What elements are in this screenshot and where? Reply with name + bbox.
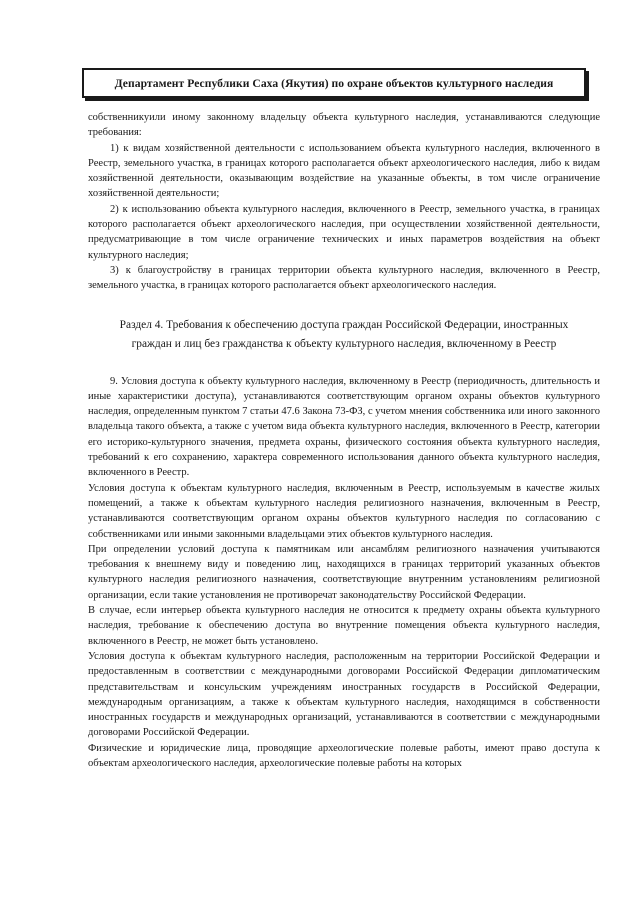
document-header [82,68,586,98]
header-title: Департамент Республики Саха (Якутия) по охране объектов культурного наследия [114,76,554,90]
paragraph: Физические и юридические лица, проводящие археологические полевые работы, имеют право доступа к объектам археологического наследия, археологические полевые работы на которых [88,742,600,769]
paragraph: Условия доступа к объектам культурного наследия, расположенным на территории Российской Федерации и предоставленным в соответствии с международными договорами Российской Федерации дипломатическим представительствам и консульским учреждениям иностранных государств в Российской Федерации, международным организациям, а также к объектам культурного наследия, находящимся в собственности иностранных государств и международных организаций, устанавливаются в соответствии с международными договорами Российской Федерации. [88,650,600,739]
paragraph: В случае, если интерьер объекта культурного наследия не относится к предмету охраны объекта культурного наследия, требование к обеспечению доступа во внутренние помещения объекта культурного наследия, включенного в Реестр, не может быть установлено. [88,605,600,647]
paragraph: собственникуили иному законному владельцу объекта культурного наследия, устанавливаются следующие требования: [88,112,600,139]
paragraph: Условия доступа к объектам культурного наследия, включенным в Реестр, используемым в качестве жилых помещений, а также к объектам культурного наследия религиозного назначения, включенным в Реестр, устанавливаются соответствующим органом охраны объектов культурного наследия по согласованию с собственниками или иными законными владельцами этих объектов культурного наследия. [88,482,600,540]
paragraph-9: 9. Условия доступа к объекту культурного наследия, включенному в Реестр (периодичность, длительность и иные характеристики доступа), устанавливаются соответствующим органом охраны объектов культурного наследия, определенным пунктом 7 статьи 47.6 Закона 73-ФЗ, с учетом мнения собственника или иного законного владельца такого объекта, а также с учетом вида объекта культурного наследия, включенного в Реестр, категории его историко-культурного значения, предмета охраны, физического состояния объекта культурного наследия, требований к его сохранению, характера современного использования данного объекта культурного наследия, включенного в Реестр. [88,375,600,479]
section-title: Раздел 4. Требования к обеспечению доступа граждан Российской Федерации, иностранных граждан и лиц без гражданства к объекту культурного наследия, включенному в Реестр [119,318,569,350]
paragraph: При определении условий доступа к памятникам или ансамблям религиозного назначения учитываются требования к внешнему виду и поведению лиц, находящихся в границах территорий указанных объектов культурного наследия религиозного назначения, соответствующие внутренним установлениям религиозной организации, если такие установления не противоречат законодательству Российской Федерации. [88,543,600,601]
list-item-3: 3) к благоустройству в границах территории объекта культурного наследия, включенного в Реестр, земельного участка, в границах которого располагается объект археологического наследия. [88,264,600,292]
document-body [88,110,600,771]
list-item-2: 2) к использованию объекта культурного наследия, включенного в Реестр, земельного участка, в границах которого располагается объект археологического наследия, при осуществлении хозяйственной деятельности, предусматривающие в том числе ограничение технических и иных параметров воздействия на объект культурного наследия; [88,203,600,261]
list-item-1: 1) к видам хозяйственной деятельности с использованием объекта культурного наследия, включенного в Реестр, земельного участка, в границах которого располагается объект археологического наследия, либо к видам хозяйственной деятельности, оказывающим воздействие на указанные объекты, в том числе ограничение хозяйственной деятельности; [88,142,600,200]
